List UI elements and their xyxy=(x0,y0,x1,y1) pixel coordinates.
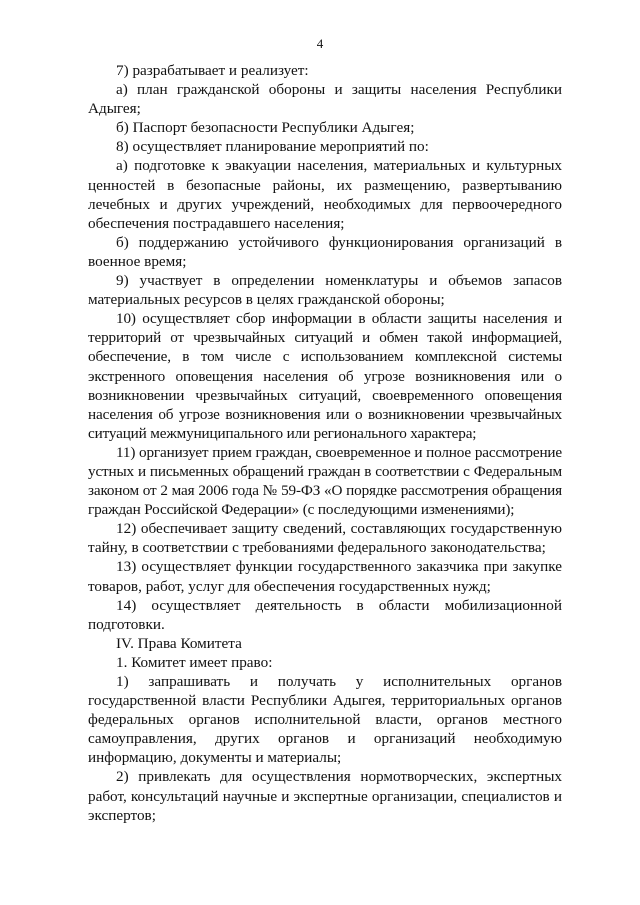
document-body xyxy=(88,61,562,825)
section-heading: IV. Права Комитета xyxy=(116,634,242,652)
paragraph: 11) организует прием граждан, своевременное и полное рассмотрение устных и письменных обращений граждан в соответствии с Федеральным законом от 2 мая 2006 года № 59-ФЗ «О порядке рассмотрения обращения граждан Российской Федерации» (с последующими изменениями); xyxy=(88,443,562,519)
paragraph: а) подготовке к эвакуации населения, материальных и культурных ценностей в безопасные районы, их размещению, развертыванию лечебных и других учреждений, необходимых для первоочередного обеспечения пострадавшего населения; xyxy=(88,157,562,232)
paragraph: а) план гражданской обороны и защиты населения Республики Адыгея; xyxy=(88,81,562,118)
paragraph: 12) обеспечивает защиту сведений, составляющих государственную тайну, в соответствии с требованиями федерального законодательства; xyxy=(88,520,562,557)
paragraph: б) поддержанию устойчивого функционирования организаций в военное время; xyxy=(88,233,562,270)
paragraph: 14) осуществляет деятельность в области мобилизационной подготовки. xyxy=(88,596,562,633)
page-number: 4 xyxy=(316,36,324,51)
paragraph: 9) участвует в определении номенклатуры и объемов запасов материальных ресурсов в целях гражданской обороны; xyxy=(88,272,562,309)
paragraph: 8) осуществляет планирование мероприятий по: xyxy=(116,138,429,156)
paragraph: 13) осуществляет функции государственного заказчика при закупке товаров, работ, услуг для обеспечения государственных нужд; xyxy=(88,558,562,595)
paragraph: 2) привлекать для осуществления нормотворческих, экспертных работ, консультаций научные и экспертные организации, специалистов и экспертов; xyxy=(88,768,562,824)
paragraph: 1) запрашивать и получать у исполнительных органов государственной власти Республики Адыгея, территориальных органов федеральных органов исполнительной власти, органов местного самоуправления, других органов и организаций необходимую информацию, документы и материалы; xyxy=(88,673,562,767)
paragraph: 10) осуществляет сбор информации в области защиты населения и территорий от чрезвычайных ситуаций и обмен такой информацией, обеспечение, в том числе с использованием комплексной системы экстренного оповещения населения об угрозе возникновения или о возникновении чрезвычайных ситуаций, своевременного оповещения населения об угрозе возникновения или о возникновении чрезвычайных ситуаций межмуниципального или регионального характера; xyxy=(88,310,562,442)
paragraph: 7) разрабатывает и реализует: xyxy=(116,62,309,79)
paragraph: б) Паспорт безопасности Республики Адыгея; xyxy=(116,119,415,137)
paragraph: 1. Комитет имеет право: xyxy=(116,653,273,671)
